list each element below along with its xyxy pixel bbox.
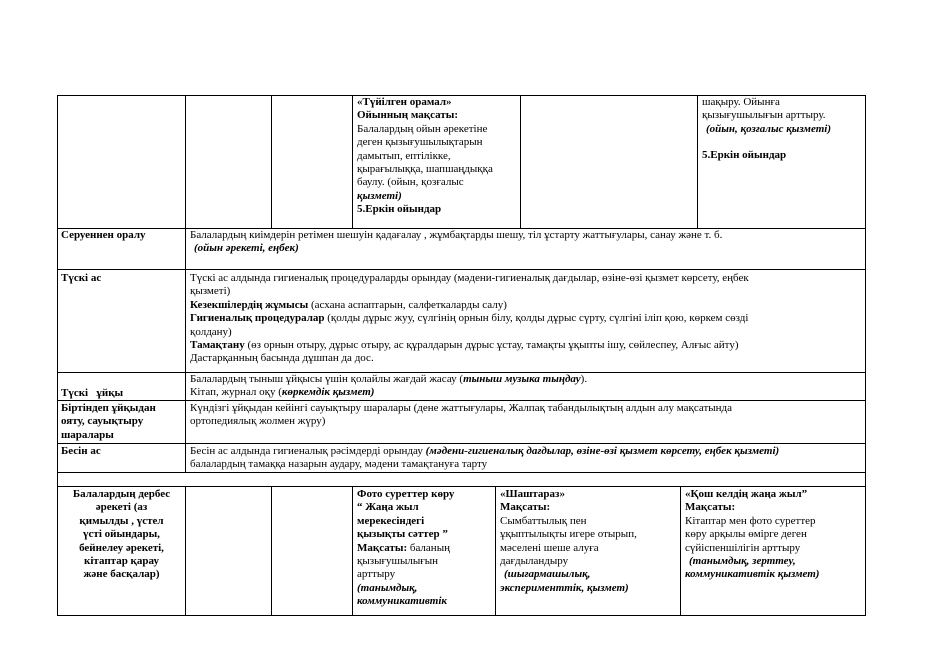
row-content-seruen bbox=[190, 229, 722, 256]
row-label-derbes bbox=[58, 488, 185, 582]
label-line: Балалардың дербес bbox=[72, 488, 171, 500]
text-line: балалардың тамаққа назарын аудару, мәдени тамақтануға тарту bbox=[190, 458, 488, 471]
label-line: кітаптар қарау bbox=[84, 555, 159, 568]
free-games-heading: 5.Еркін ойындар bbox=[357, 203, 442, 216]
activity-title: «Қош келдің жаңа жыл” bbox=[685, 488, 808, 500]
bold-term: Тамақтану bbox=[190, 339, 245, 352]
table-border bbox=[57, 443, 866, 444]
game-title: «Түйілген орамал» bbox=[357, 96, 452, 108]
text-line: ортопедиялық жолмен жүру) bbox=[190, 415, 326, 428]
text-line bbox=[190, 373, 587, 386]
row-label-uiqy: Түскі ұйқы bbox=[61, 387, 124, 399]
table-border bbox=[57, 472, 866, 473]
label-line: әрекеті (аз bbox=[95, 501, 148, 514]
text-line: деген қызығушылықтарын bbox=[357, 136, 483, 149]
row-content-birtindep bbox=[190, 402, 732, 429]
activity-type: эксперименттік, қызмет) bbox=[500, 581, 629, 594]
table-border bbox=[57, 400, 866, 401]
activity-type: (мәдени-гигиеналық дағдылар, өзіне-өзі қызмет көрсету, еңбек қызметі) bbox=[425, 445, 780, 457]
text-span: (асхана аспаптарын, салфеткаларды салу) bbox=[308, 298, 507, 311]
text-span: Кітап, журнал оқу ( bbox=[190, 386, 282, 399]
row-content-uiqy bbox=[190, 373, 587, 400]
text-line: Балалардың ойын әрекетіне bbox=[357, 122, 488, 135]
table-border bbox=[271, 486, 272, 616]
table-border bbox=[697, 95, 698, 229]
label-line: үсті ойындары, bbox=[83, 528, 160, 541]
activity-title: қызықты сәттер ” bbox=[357, 528, 448, 541]
table-border bbox=[352, 95, 353, 229]
label-line: шаралары bbox=[61, 428, 114, 441]
text-line bbox=[190, 445, 779, 458]
text-line: дағдыландыру bbox=[500, 555, 569, 568]
row-label-besin-as: Бесін ас bbox=[61, 445, 101, 457]
activity-type: көркемдік қызмет) bbox=[281, 386, 375, 399]
table-border bbox=[185, 95, 186, 473]
label-line: ояту, сауықтыру bbox=[61, 415, 144, 428]
text-line: Кітаптар мен фото суреттер bbox=[685, 514, 816, 527]
text-line: мәселені шеше алуға bbox=[500, 541, 599, 554]
text-line: Түскі ас алдында гигиеналық процедураларды орындау (мәдени-гигиеналық дағдылар, өзіне-өзі қызмет көрсету, еңбек bbox=[190, 272, 749, 284]
activity-type: (ойын әрекеті, еңбек) bbox=[194, 242, 299, 255]
activity-type: коммуникативтік қызмет) bbox=[685, 568, 820, 581]
text-line: ұқыптылықты игере отырып, bbox=[500, 528, 637, 541]
table-border bbox=[495, 486, 496, 616]
spacer-line bbox=[702, 136, 831, 149]
label-line: бейнелеу әрекеті, bbox=[79, 541, 164, 554]
table-border bbox=[57, 615, 866, 616]
bold-term: Гигиеналық процедуралар bbox=[190, 312, 325, 325]
text-line: арттыру bbox=[357, 568, 396, 581]
text-line: қызметі) bbox=[190, 285, 231, 298]
text-line: көру арқылы өмірге деген bbox=[685, 528, 807, 541]
goal-label: Мақсаты: bbox=[500, 501, 551, 514]
activity-type: (танымдық, зерттеу, bbox=[689, 555, 796, 568]
text-line: Күндізгі ұйқыдан кейінгі сауықтыру шаралары (дене жаттығулары, Жалпақ табандылықтың алдын алу мақсатында bbox=[190, 402, 733, 414]
text-span: Бесін ас алдында гигиеналық рәсімдерді орындау bbox=[190, 445, 426, 457]
text-line bbox=[190, 299, 749, 312]
row-content-besin-as bbox=[190, 445, 779, 472]
text-line: сүйіспеншілігін арттыру bbox=[685, 541, 801, 554]
bold-term: Кезекшілердің жұмысы bbox=[190, 298, 309, 311]
activity-cell-shashtaraz bbox=[500, 488, 637, 595]
activity-cell-photo bbox=[357, 488, 454, 609]
goal-label: Ойынның мақсаты: bbox=[357, 109, 458, 122]
game-cell-continued bbox=[702, 96, 831, 163]
activity-title: мерекесіндегі bbox=[357, 514, 425, 527]
table-border bbox=[185, 486, 186, 616]
text-line: дамытып, ептілікке, bbox=[357, 149, 451, 162]
text-line: қырағылыққа, шапшаңдыққа bbox=[357, 163, 493, 176]
text-line bbox=[357, 542, 454, 555]
label-line: және басқалар) bbox=[83, 568, 160, 581]
text-line: Сымбаттылық пен bbox=[500, 514, 587, 527]
table-border bbox=[352, 486, 353, 616]
text-span: (өз орнын отыру, дұрыс отыру, ас құралдарын дұрыс ұстау, тамақты ұқыпты ішу, сөйлеспеу, Алғыс айту) bbox=[244, 339, 739, 352]
table-border bbox=[865, 95, 866, 616]
activity-type: қызметі) bbox=[357, 189, 402, 202]
activity-cell-kosh-keldin bbox=[685, 488, 819, 582]
row-label-tuski-as: Түскі ас bbox=[61, 272, 102, 284]
table-border bbox=[57, 269, 866, 270]
label-line: Біртіндеп ұйқыдан bbox=[61, 402, 156, 414]
text-span: ). bbox=[580, 373, 588, 385]
text-span: баланың bbox=[407, 541, 450, 554]
proverb-line: Дастарқанның басында дұшпан да дос. bbox=[190, 352, 374, 365]
free-games-heading: 5.Еркін ойындар bbox=[702, 149, 787, 162]
table-border bbox=[520, 95, 521, 229]
text-line bbox=[190, 339, 749, 352]
text-line: қолдану) bbox=[190, 325, 232, 338]
activity-title: “ Жаңа жыл bbox=[357, 501, 419, 514]
game-cell-tuyilgen-oramal bbox=[357, 96, 493, 217]
row-content-tuski-as bbox=[190, 272, 749, 366]
text-line: қызығушылығын арттыру. bbox=[702, 109, 826, 122]
text-span: (қолды дұрыс жуу, сүлгінің орнын білу, қолды дұрыс сүрту, сүлгіні іліп қою, көркем сөзді bbox=[324, 312, 749, 325]
goal-label: Мақсаты: bbox=[685, 501, 736, 514]
activity-type: (ойын, қозғалыс қызметі) bbox=[706, 122, 831, 135]
text-line: шақыру. Ойынға bbox=[702, 96, 780, 108]
activity-type: коммуникативтік bbox=[357, 595, 447, 608]
activity-type: (танымдық, bbox=[357, 581, 418, 594]
activity-title: «Шаштараз» bbox=[500, 488, 565, 500]
text-span: Балалардың тыныш ұйқысы үшін қолайлы жағдай жасау ( bbox=[190, 373, 464, 385]
text-line: қызығушылығын bbox=[357, 555, 439, 568]
text-line: баулу. (ойын, қозғалыс bbox=[357, 176, 464, 189]
activity-title: Фото суреттер көру bbox=[357, 488, 455, 500]
activity-type: (шығармашылық, bbox=[504, 568, 591, 581]
row-label-seruen: Серуеннен оралу bbox=[61, 229, 146, 241]
goal-label: Мақсаты: bbox=[357, 541, 408, 554]
label-line: қимылды , үстел bbox=[79, 514, 164, 527]
table-border bbox=[57, 486, 866, 487]
text-line: Балалардың киімдерін ретімен шешуін қадағалау , жұмбақтарды шешу, тіл ұстарту жаттығулары, санау және т. б. bbox=[190, 229, 723, 241]
row-label-birtindep bbox=[61, 402, 156, 442]
table-border bbox=[271, 95, 272, 229]
text-line bbox=[190, 312, 749, 325]
activity-type: тыныш музыка тыңдау bbox=[463, 373, 581, 385]
table-border bbox=[680, 486, 681, 616]
text-line bbox=[190, 386, 587, 399]
